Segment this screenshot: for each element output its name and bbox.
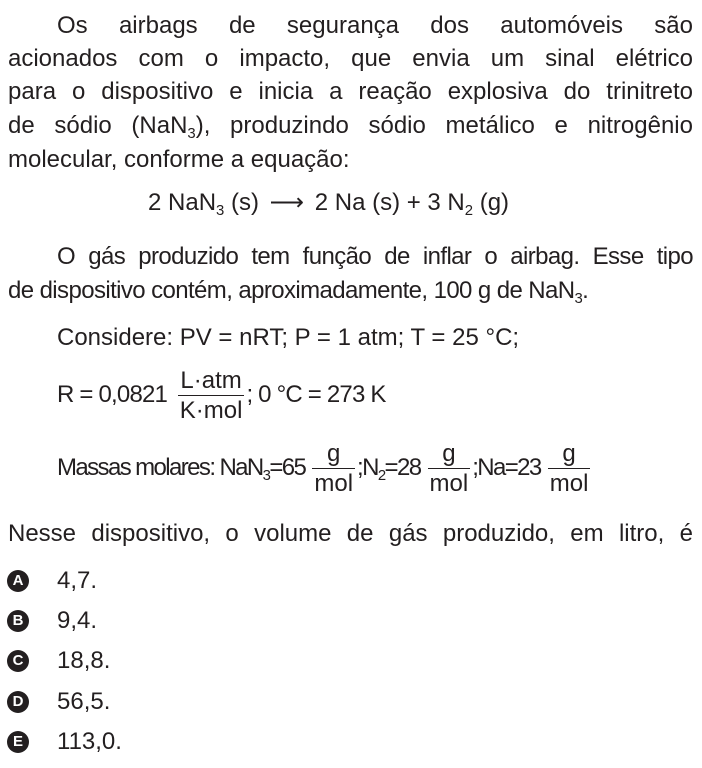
option-letter-badge: C: [7, 650, 29, 672]
fraction-denominator: mol: [314, 469, 354, 497]
intro-line-2: acionados com o impacto, que envia um sinal elétrico: [8, 45, 693, 72]
subscript: 3: [262, 468, 270, 485]
intro-line-5: molecular, conforme a equação:: [8, 146, 350, 173]
molar-masses-label: Massas molares: NaN: [57, 454, 263, 481]
molar-unit: [312, 439, 355, 497]
chemical-equation: [148, 189, 510, 220]
gas-constant-line: [57, 365, 386, 425]
question-text: Nesse dispositivo, o volume de gás produzido, em litro, é: [8, 520, 693, 547]
option-letter-badge: A: [7, 570, 29, 592]
gas-constant-label: R = 0,0821: [57, 381, 168, 408]
equation-product-state: (g): [479, 189, 510, 216]
fraction-denominator: K·mol: [179, 396, 243, 424]
subscript: 2: [464, 203, 474, 220]
fraction-denominator: mol: [549, 469, 589, 497]
gas-constant-unit: [178, 366, 245, 424]
fraction-numerator: g: [548, 442, 591, 469]
equation-reactant-state: (s): [230, 189, 259, 216]
para2-line-2-a: de dispositivo contém, aproximadamente, 100 g de NaN: [8, 277, 575, 304]
intro-line-4: [8, 112, 693, 143]
subscript: 3: [216, 203, 225, 220]
option-text: 18,8.: [57, 647, 111, 674]
reaction-arrow: ⟶: [269, 189, 305, 216]
option-text: 4,7.: [57, 567, 98, 594]
intro-line-3: para o dispositivo e inicia a reação explosiva do trinitreto: [8, 78, 693, 105]
intro-line-4-a: de sódio (NaN: [8, 112, 188, 139]
equation-products: 2 Na (s) + 3 N: [314, 189, 465, 216]
option-text: 9,4.: [57, 607, 98, 634]
fraction-denominator: mol: [429, 469, 469, 497]
intro-line-1: Os airbags de segurança dos automóveis são: [57, 12, 693, 39]
molar-masses-line: [57, 438, 592, 498]
fraction-numerator: g: [312, 442, 355, 469]
para2-line-2-b: .: [582, 277, 589, 304]
fraction-numerator: g: [428, 442, 471, 469]
fraction-numerator: L·atm: [178, 369, 245, 396]
subscript: 3: [574, 291, 583, 308]
molar-n2-label: ;N: [357, 454, 378, 481]
option-text: 56,5.: [57, 688, 111, 715]
option-text: 113,0.: [57, 728, 122, 755]
subscript: 2: [377, 468, 385, 485]
option-letter-badge: D: [7, 691, 29, 713]
given-data-line: Considere: PV = nRT; P = 1 atm; T = 25 °C;: [57, 324, 520, 351]
equation-reactant: 2 NaN: [148, 189, 217, 216]
molar-unit: [548, 439, 591, 497]
para2-line-1: O gás produzido tem função de inflar o airbag. Esse tipo: [57, 243, 693, 270]
para2-line-2: [8, 277, 589, 308]
option-letter-badge: E: [7, 731, 29, 753]
zero-celsius: ; 0 °C = 273 K: [246, 381, 386, 408]
molar-unit: [428, 439, 471, 497]
subscript: 3: [187, 126, 196, 143]
molar-mass-n2: =28: [384, 454, 421, 481]
intro-line-4-b: ), produzindo sódio metálico e nitrogênio: [195, 112, 693, 139]
option-letter-badge: B: [7, 610, 29, 632]
molar-mass-na: ;Na=23: [472, 454, 541, 481]
molar-mass-nan3: =65: [269, 454, 306, 481]
